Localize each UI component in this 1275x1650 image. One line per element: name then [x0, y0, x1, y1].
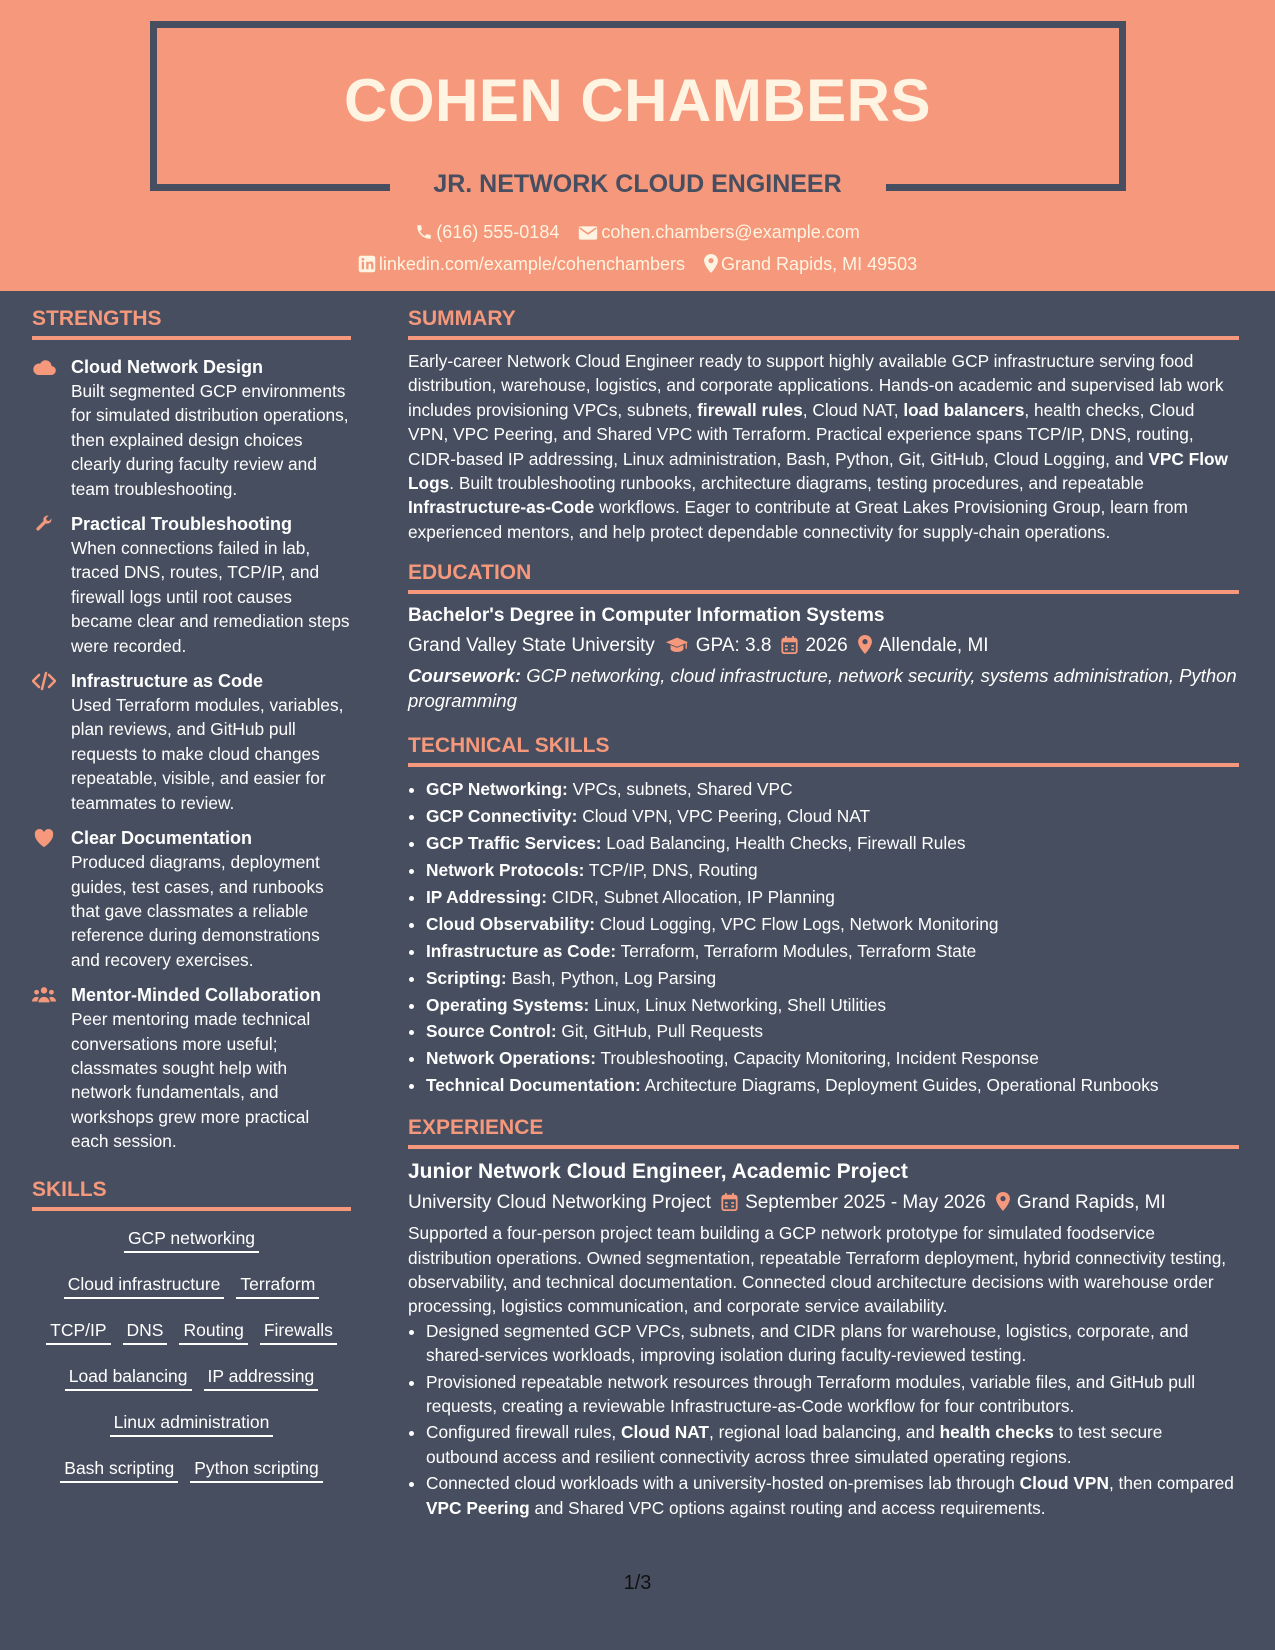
calendar-icon: [781, 636, 798, 654]
strength-item: [32, 512, 351, 658]
strength-title: Practical Troubleshooting: [71, 514, 293, 535]
location-text: Grand Rapids, MI 49503: [721, 254, 918, 274]
strength-desc: Used Terraform modules, variables, plan reviews, and GitHub pull requests to make cloud changes repeatable, visible, and easier for teammates to review.: [71, 695, 344, 813]
list-item: • Operating Systems: Linux, Linux Networking, Shell Utilities: [426, 992, 1239, 1019]
email-text: cohen.chambers@example.com: [601, 222, 860, 242]
skill-tag: Terraform: [236, 1272, 319, 1299]
skill-tag: Routing: [179, 1318, 247, 1345]
resume-header: [0, 0, 1275, 291]
list-item: • GCP Connectivity: Cloud VPN, VPC Peering, Cloud NAT: [426, 803, 1239, 830]
page-number: 1/3: [623, 1572, 652, 1594]
wrench-icon: [32, 514, 56, 534]
strength-desc: Built segmented GCP environments for simulated distribution operations, then explained design choices clearly during faculty review and team troubleshooting.: [71, 381, 349, 499]
linkedin-text: linkedin.com/example/cohenchambers: [378, 254, 686, 274]
strength-item: [32, 355, 351, 501]
users-icon: [32, 985, 56, 1005]
strength-desc: Produced diagrams, deployment guides, test cases, and runbooks that gave classmates a reliable reference during demonstrations and recovery exercises.: [71, 852, 324, 970]
list-item: • Scripting: Bash, Python, Log Parsing: [426, 965, 1239, 992]
contact-line-2: [0, 252, 1275, 276]
strength-title: Cloud Network Design: [71, 357, 264, 377]
list-item: • Designed segmented GCP VPCs, subnets, and CIDR plans for warehouse, logistics, corporate, and shared-services workloads, improving isolation during faculty-reviewed testing.: [426, 1319, 1239, 1368]
education-heading: EDUCATION: [408, 558, 1239, 594]
list-item: • Cloud Observability: Cloud Logging, VPC Flow Logs, Network Monitoring: [426, 911, 1239, 938]
linkedin[interactable]: [358, 252, 685, 276]
technical-skills-heading: TECHNICAL SKILLS: [408, 731, 1239, 767]
skill-tag: Python scripting: [190, 1456, 323, 1483]
list-item: • Provisioned repeatable network resources through Terraform modules, variable files, and GitHub pull requests, creating a reviewable Infrastructure-as-Code workflow for four contributors.: [426, 1370, 1239, 1419]
degree: Bachelor's Degree in Computer Information Systems: [408, 605, 885, 627]
calendar-icon: [721, 1193, 738, 1211]
list-item: • Connected cloud workloads with a university-hosted on-premises lab through Cloud VPN, then compared VPC Peering and Shared VPC options against routing and access requirements.: [426, 1471, 1239, 1520]
map-pin-icon: [996, 1192, 1010, 1211]
job-title: Junior Network Cloud Engineer, Academic Project: [408, 1160, 908, 1184]
strength-title: Clear Documentation: [71, 828, 253, 849]
list-item: • Technical Documentation: Architecture Diagrams, Deployment Guides, Operational Runbooks: [426, 1072, 1239, 1099]
strength-item: [32, 826, 351, 972]
list-item: • Network Protocols: TCP/IP, DNS, Routing: [426, 857, 1239, 884]
cloud-icon: [32, 357, 56, 377]
experience-bullets: [408, 1319, 1239, 1520]
skills-heading: SKILLS: [32, 1175, 351, 1211]
envelope-icon: [578, 225, 598, 241]
linkedin-icon: [358, 255, 376, 273]
strength-item: [32, 983, 351, 1153]
contact-line-1: [0, 220, 1275, 244]
skill-tag: TCP/IP: [46, 1318, 110, 1345]
sidebar: [32, 304, 351, 1502]
list-item: • GCP Networking: VPCs, subnets, Shared VPC: [426, 776, 1239, 803]
skill-tag: DNS: [123, 1318, 168, 1345]
graduation-cap-icon: [665, 636, 689, 654]
heart-icon: [32, 828, 56, 848]
organization: University Cloud Networking Project: [408, 1192, 712, 1214]
map-pin-icon: [704, 254, 718, 273]
skill-tag: Cloud infrastructure: [64, 1272, 225, 1299]
experience-heading: EXPERIENCE: [408, 1113, 1239, 1149]
strength-item: [32, 669, 351, 815]
job-location: Grand Rapids, MI: [1016, 1192, 1166, 1214]
list-item: • GCP Traffic Services: Load Balancing, Health Checks, Firewall Rules: [426, 830, 1239, 857]
skill-tag: Bash scripting: [60, 1456, 178, 1483]
gpa: GPA: 3.8: [695, 635, 772, 657]
skill-tag: Load balancing: [65, 1364, 192, 1391]
job-dates: September 2025 - May 2026: [745, 1192, 986, 1214]
list-item: • Source Control: Git, GitHub, Pull Requests: [426, 1018, 1239, 1045]
skill-tag: Firewalls: [260, 1318, 337, 1345]
location: [704, 252, 917, 276]
skills-cloud: [32, 1220, 351, 1483]
list-item: • IP Addressing: CIDR, Subnet Allocation, IP Planning: [426, 884, 1239, 911]
main-column: [408, 304, 1239, 1522]
list-item: • Network Operations: Troubleshooting, Capacity Monitoring, Incident Response: [426, 1045, 1239, 1072]
skill-tag: Linux administration: [110, 1410, 274, 1437]
school: Grand Valley State University: [408, 635, 655, 657]
technical-skills-list: [408, 776, 1239, 1099]
school-location: Allendale, MI: [878, 635, 989, 657]
header-frame: [150, 21, 1126, 28]
phone-icon: [415, 223, 433, 241]
strength-title: Mentor-Minded Collaboration: [71, 985, 321, 1006]
list-item: • Infrastructure as Code: Terraform, Terraform Modules, Terraform State: [426, 938, 1239, 965]
experience-meta: [408, 1189, 1239, 1217]
code-icon: [32, 671, 56, 691]
map-pin-icon: [858, 635, 872, 654]
skill-tag: IP addressing: [204, 1364, 319, 1391]
phone-text: (616) 555-0184: [436, 222, 560, 242]
candidate-name: COHEN CHAMBERS: [343, 67, 932, 134]
coursework: Coursework: GCP networking, cloud infrastructure, network security, systems administration, Python programming: [408, 665, 1237, 711]
list-item: • Configured firewall rules, Cloud NAT, regional load balancing, and health checks to test secure outbound access and resilient connectivity across three simulated operating regions.: [426, 1420, 1239, 1469]
strength-desc: Peer mentoring made technical conversations more useful; classmates sought help with network fundamentals, and workshops grew more practical each session.: [71, 1009, 311, 1152]
job-description: Supported a four-person project team building a GCP network prototype for simulated foodservice distribution operations. Owned segmentation, repeatable Terraform deployment, hybrid connectivity testing, observability, and technical documentation. Connected cloud architecture decisions with warehouse order processing, logistics communication, and corporate service availability.: [408, 1223, 1227, 1317]
skill-tag: GCP networking: [124, 1226, 259, 1253]
candidate-title: JR. NETWORK CLOUD ENGINEER: [433, 170, 842, 198]
grad-year: 2026: [805, 635, 848, 657]
phone[interactable]: [415, 220, 559, 244]
education-meta: [408, 632, 1239, 660]
email[interactable]: [578, 220, 859, 244]
summary-heading: SUMMARY: [408, 304, 1239, 340]
strength-title: Infrastructure as Code: [71, 671, 264, 692]
summary-text: Early-career Network Cloud Engineer ready to support highly available GCP infrastructure serving food distribution, warehouse, logistics, and corporate applications. Hands-on academic and supervised lab work includes provisioning VPCs, subnets, firewall rules, Cloud NAT, load balancers, health checks, Cloud VPN, VPC Peering, and Shared VPC with Terraform. Practical experience spans TCP/IP, DNS, routing, CIDR-based IP addressing, Linux administration, Bash, Python, Git, GitHub, Cloud Logging, and VPC Flow Logs. Built troubleshooting runbooks, architecture diagrams, testing procedures, and repeatable Infrastructure-as-Code workflows. Eager to contribute at Great Lakes Provisioning Group, learn from experienced mentors, and help protect dependable connectivity for supply-chain operations.: [408, 351, 1229, 542]
strength-desc: When connections failed in lab, traced DNS, routes, TCP/IP, and firewall logs until root causes became clear and remediation steps were recorded.: [71, 538, 350, 656]
strengths-heading: STRENGTHS: [32, 304, 351, 340]
